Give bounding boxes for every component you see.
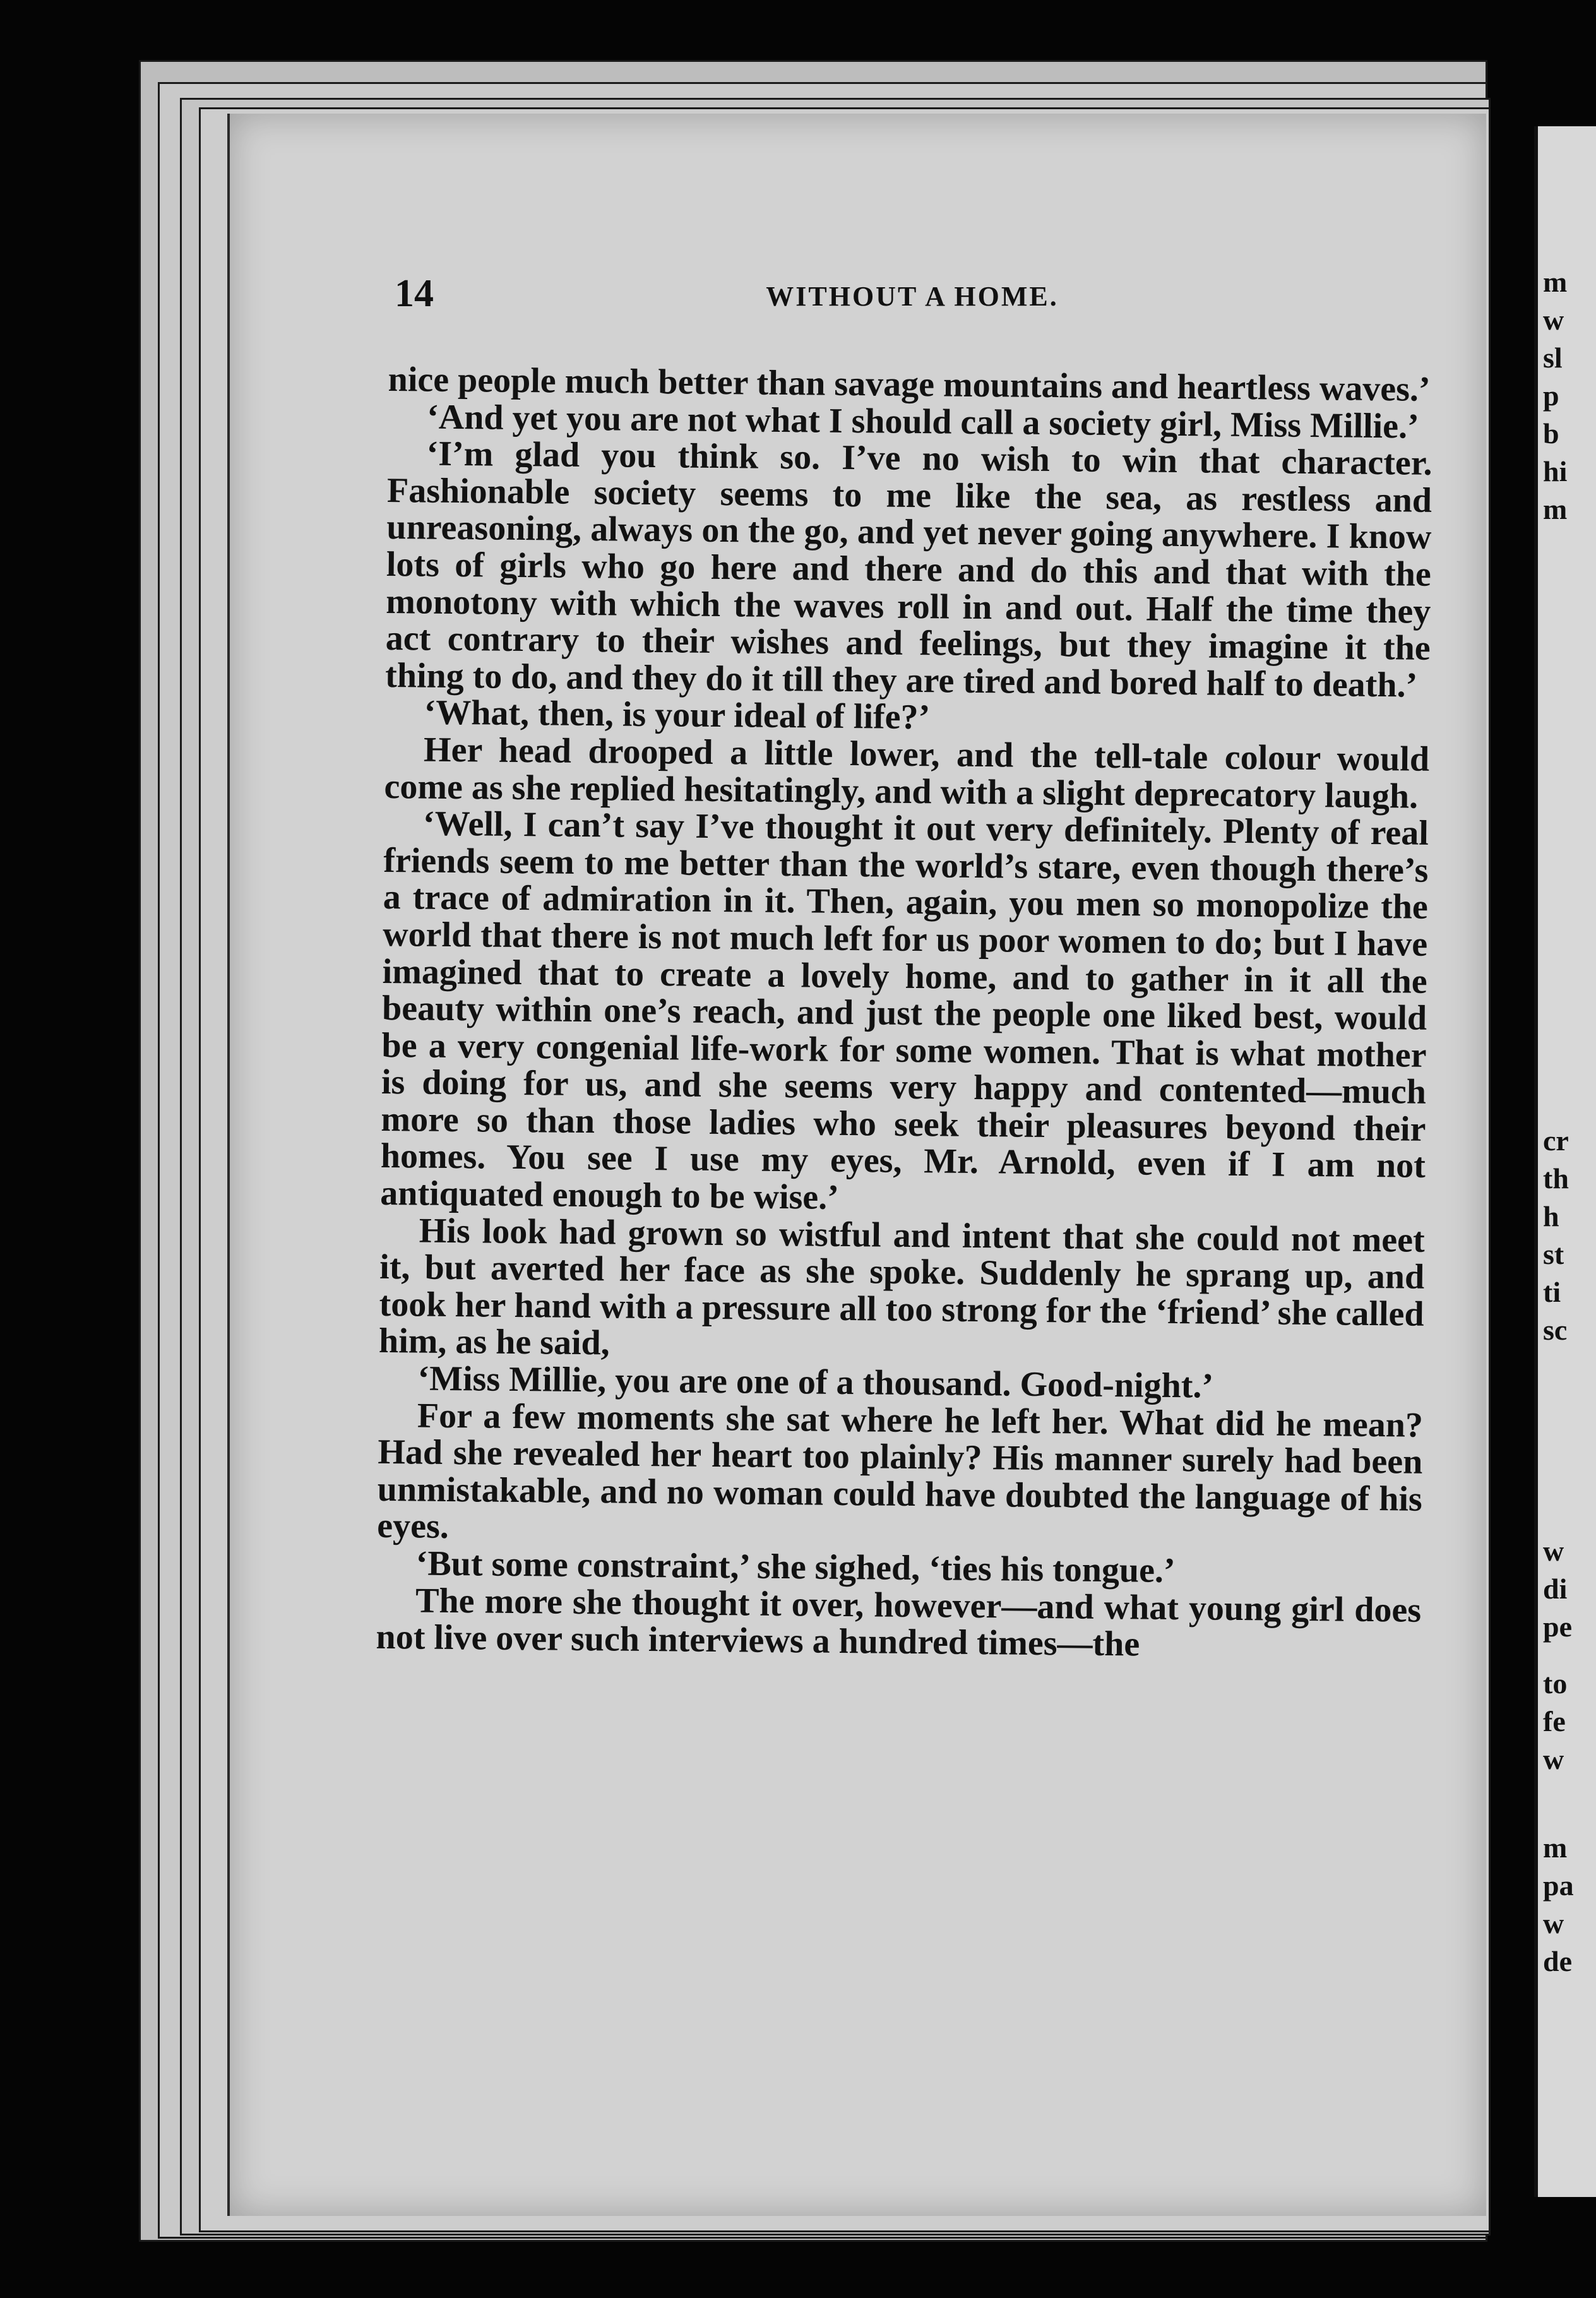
facing-page-fragment: w [1543,1907,1564,1939]
facing-page-fragment: w [1543,1535,1564,1567]
facing-page-fragment: pa [1543,1869,1574,1902]
paragraph: ‘Miss Millie, you are one of a thousand. Good-night.’ [417,1359,1214,1406]
facing-page-fragment: sc [1543,1314,1568,1346]
facing-page-fragment: m [1543,266,1568,298]
facing-page-fragment: b [1543,417,1559,449]
paragraph: The more she thought it over, however—and what young girl does not live over such interviews a hundred times—the [376,1581,1422,1664]
paragraph: His look had grown so wistful and intent that she could not meet it, but averted her face as she spoke. Suddenly he sprang up, and took her hand with a pressure all too strong for the ‘friend’ she called him, as he said, [378,1211,1426,1363]
facing-page-fragment: ti [1543,1276,1561,1308]
facing-page-fragment: w [1543,304,1564,336]
page-number: 14 [395,272,434,315]
paragraph: ‘Well, I can’t say I’ve thought it out very definitely. Plenty of real friends seem to me better than the world’s stare, even though there’s a trace of admiration in it. Then, again, you men so monopolize the world that there is not much left for us poor women to do; but I have imagined that to create a lovely home, and to gather in it all the beauty within one’s reach, and just the people one liked best, would be a very congenial life-work for some women. That is what mother is doing for us, and she seems very happy and contented—much more so than those ladies who seek their pleasures beyond their homes. You see I use my eyes, Mr. Arnold, even if I am not antiquated enough to be wise.’ [380,804,1429,1217]
facing-page-fragment: p [1543,379,1559,412]
paragraph: ‘What, then, is your ideal of life?’ [424,693,931,737]
facing-page-fragment: st [1543,1238,1564,1270]
facing-page-fragment: m [1543,493,1568,525]
paragraph: ‘I’m glad you think so. I’ve no wish to win that character. Fashionable society seems to me like the sea, as restless and unreasoning, always on the go, and yet never going anywhere. I know lots of girls who go here and there and do this and that with the monotony with which the waves roll in and out. Half the time they act contrary to their wishes and feelings, but they imagine it the thing to do, and they do it till they are tired and bored half to death.’ [384,434,1432,705]
paragraph: nice people much better than savage mountains and heartless waves.’ [388,360,1431,409]
facing-page-fragment: th [1543,1162,1569,1194]
paragraph: For a few moments she sat where he left her. What did he mean? Had she revealed her heart too plainly? His manner surely had been unmistakable, and no woman could have doubted the language of his eyes. [376,1396,1424,1547]
facing-page-fragment: w [1543,1743,1564,1775]
facing-page-fragment: m [1543,1831,1568,1864]
page-header [395,271,1430,322]
facing-page-fragment: pe [1543,1610,1572,1643]
facing-page-edge [1534,126,1596,2197]
paragraph: ‘But some constraint,’ she sighed, ‘ties his tongue.’ [415,1544,1176,1591]
paragraph: Her head drooped a little lower, and the tell-tale colour would come as she replied hesitatingly, and with a slight deprecatory laugh. [384,730,1430,816]
paragraph: ‘And yet you are not what I should call a society girl, Miss Millie.’ [426,397,1419,446]
running-title: WITHOUT A HOME. [766,281,1059,312]
body-text [376,361,1433,1666]
facing-page-fragment: h [1543,1200,1559,1232]
facing-page-fragment: fe [1543,1705,1566,1737]
facing-page-fragment: di [1543,1573,1568,1605]
facing-page-fragment: to [1543,1667,1568,1700]
facing-page-fragment: cr [1543,1124,1569,1157]
facing-page-fragment: hi [1543,455,1568,487]
facing-page-fragment: de [1543,1945,1572,1977]
facing-page-fragment: sl [1543,342,1563,374]
